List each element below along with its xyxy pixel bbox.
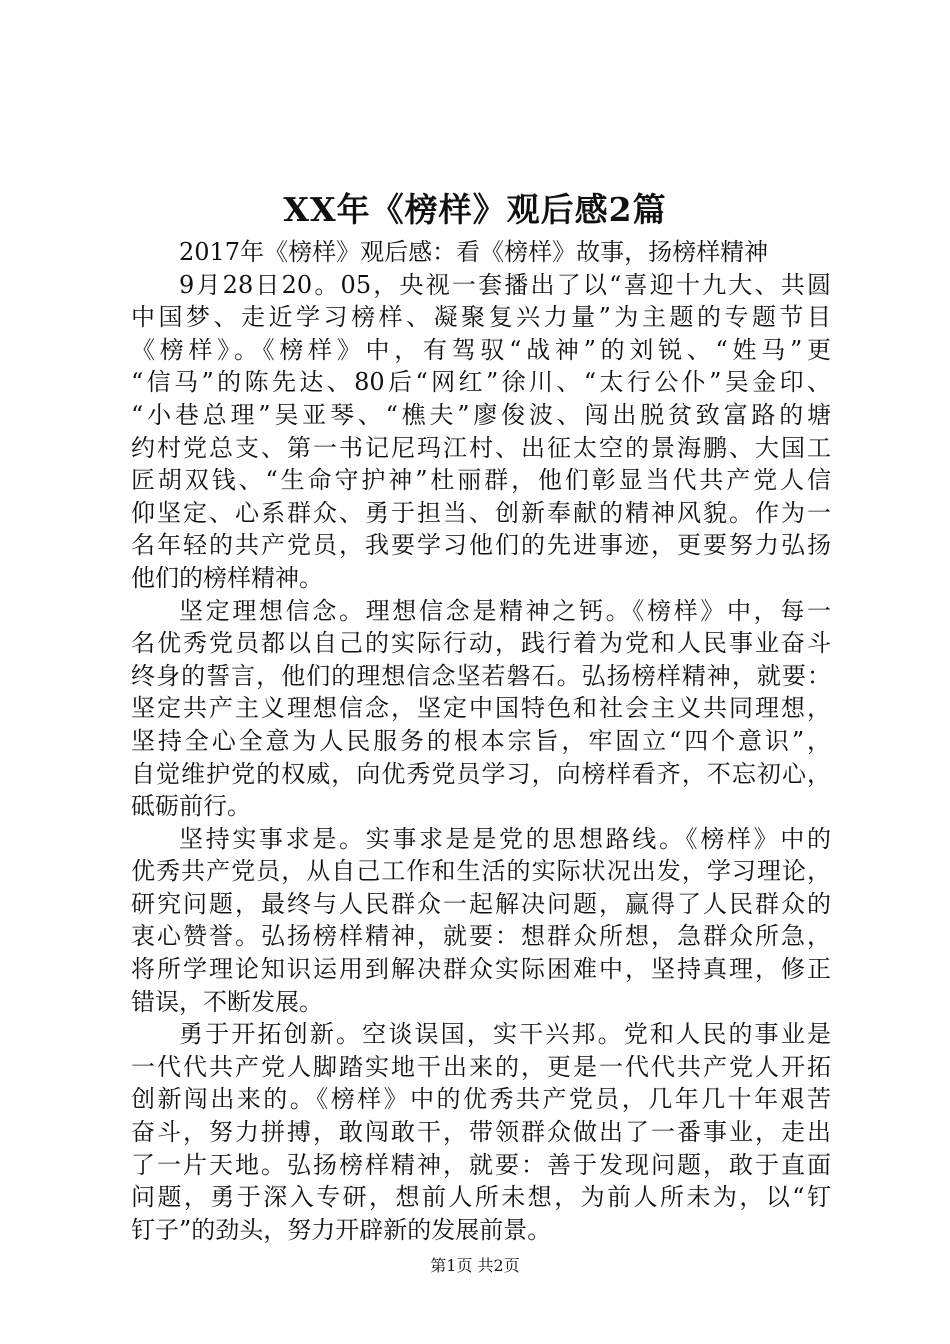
paragraph-line: 名年轻的共产党员，我要学习他们的先进事迹，更要努力弘扬 bbox=[131, 531, 831, 560]
paragraph bbox=[131, 1018, 831, 1246]
paragraph-line: 衷心赞誉。弘扬榜样精神，就要：想群众所想，急群众所急， bbox=[131, 922, 831, 951]
paragraph-line: 坚持全心全意为人民服务的根本宗旨，牢固立“四个意识”， bbox=[131, 726, 831, 755]
paragraph-line: 一代代共产党人脚踏实地干出来的，更是一代代共产党人开拓 bbox=[131, 1052, 831, 1081]
paragraph-line: 自觉维护党的权威，向优秀党员学习，向榜样看齐，不忘初心， bbox=[131, 759, 831, 788]
paragraph-line: 中国梦、走近学习榜样、凝聚复兴力量”为主题的专题节目 bbox=[131, 303, 831, 332]
paragraph-line: 钉子”的劲头，努力开辟新的发展前景。 bbox=[131, 1215, 552, 1244]
paragraph-line: 创新闯出来的。《榜样》中的优秀共产党员，几年几十年艰苦 bbox=[131, 1085, 831, 1114]
paragraph bbox=[131, 269, 831, 595]
paragraph-line: 勇于开拓创新。空谈误国，实干兴邦。党和人民的事业是 bbox=[179, 1020, 831, 1049]
paragraph-line: “信马”的陈先达、80后“网红”徐川、“太行公仆”吴金印、 bbox=[131, 368, 831, 397]
paragraph bbox=[131, 823, 831, 1019]
paragraph-line: 9月28日20。05，央视一套播出了以“喜迎十九大、共圆 bbox=[179, 270, 831, 299]
paragraph-line: 匠胡双钱、“生命守护神”杜丽群，他们彰显当代共产党人信 bbox=[131, 466, 831, 495]
paragraph-line: 坚定共产主义理想信念，坚定中国特色和社会主义共同理想， bbox=[131, 694, 831, 723]
document-title: XX年《榜样》观后感2篇 bbox=[283, 190, 667, 229]
paragraph-line: 研究问题，最终与人民群众一起解决问题，赢得了人民群众的 bbox=[131, 889, 831, 918]
paragraph-line: 奋斗，努力拼搏，敢闯敢干，带领群众做出了一番事业，走出 bbox=[131, 1118, 831, 1147]
paragraph-line: 终身的誓言，他们的理想信念坚若磐石。弘扬榜样精神，就要： bbox=[131, 661, 831, 690]
paragraph-line: 将所学理论知识运用到解决群众实际困难中，坚持真理，修正 bbox=[131, 955, 831, 984]
page-footer: 第1页 共2页 bbox=[430, 1256, 520, 1275]
document-subtitle: 2017年《榜样》观后感：看《榜样》故事，扬榜样精神 bbox=[179, 238, 769, 266]
paragraph-line: “小巷总理”吴亚琴、“樵夫”廖俊波、闯出脱贫致富路的塘 bbox=[131, 400, 831, 429]
paragraph-line: 《榜样》。《榜样》中，有驾驭“战神”的刘锐、“姓马”更 bbox=[131, 335, 831, 364]
paragraph-line: 优秀共产党员，从自己工作和生活的实际状况出发，学习理论， bbox=[131, 857, 831, 886]
paragraph-line: 砥砺前行。 bbox=[131, 792, 251, 821]
paragraph-line: 了一片天地。弘扬榜样精神，就要：善于发现问题，敢于直面 bbox=[131, 1150, 831, 1179]
paragraph-line: 坚持实事求是。实事求是是党的思想路线。《榜样》中的 bbox=[179, 824, 831, 853]
paragraph-line: 约村党总支、第一书记尼玛江村、出征太空的景海鹏、大国工 bbox=[131, 433, 831, 462]
paragraph-line: 错误，不断发展。 bbox=[131, 987, 323, 1016]
paragraph-line: 名优秀党员都以自己的实际行动，践行着为党和人民事业奋斗 bbox=[131, 629, 831, 658]
paragraph bbox=[131, 595, 831, 823]
document-body bbox=[131, 236, 831, 1246]
paragraph-line: 问题，勇于深入专研，想前人所未想，为前人所未为，以“钉 bbox=[131, 1183, 831, 1212]
paragraph-line: 坚定理想信念。理想信念是精神之钙。《榜样》中，每一 bbox=[179, 596, 831, 625]
paragraph-line: 仰坚定、心系群众、勇于担当、创新奉献的精神风貌。作为一 bbox=[131, 498, 831, 527]
paragraph-line: 他们的榜样精神。 bbox=[131, 563, 323, 592]
